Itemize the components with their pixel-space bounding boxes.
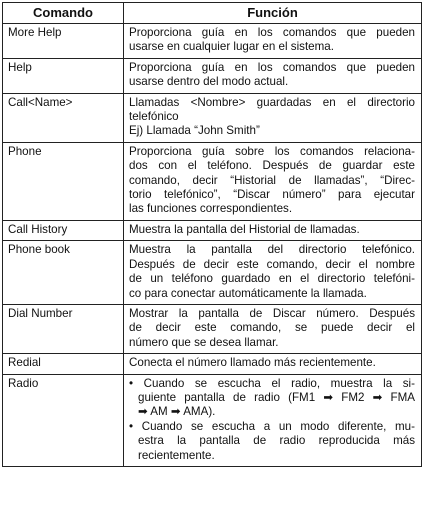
function-line: Mostrar la pantalla de Discar número. Después [129, 306, 415, 320]
function-line: Ej) Llamada “John Smith” [129, 124, 260, 138]
command-cell: Radio [3, 374, 124, 466]
function-line: usarse en cualquier lugar en el sistema. [129, 40, 334, 54]
table-row [3, 93, 422, 142]
function-line: telefónico [129, 110, 179, 124]
function-cell [124, 58, 422, 93]
table-row [3, 220, 422, 240]
table-row [3, 374, 422, 466]
function-line: ➡ AM ➡ AMA). [138, 405, 216, 419]
table-row [3, 24, 422, 59]
command-cell: Help [3, 58, 124, 93]
function-line: comando, decir “Historial de llamadas”, “Direc- [129, 173, 415, 187]
function-line: número que se desea llamar. [129, 335, 279, 349]
function-line: usarse dentro del modo actual. [129, 75, 289, 89]
function-line: Conecta el número llamado más recientemente. [129, 356, 376, 370]
command-cell: More Help [3, 24, 124, 59]
table-header-row [3, 3, 422, 24]
function-line: Proporciona guía en los comandos que pueden [129, 26, 415, 39]
function-line: • Cuando se escucha el radio, muestra la si- [129, 376, 415, 390]
function-line: co para conectar automáticamente la llamada. [129, 286, 367, 300]
table-row [3, 241, 422, 305]
command-cell: Phone book [3, 241, 124, 305]
function-line: las funciones correspondientes. [129, 202, 293, 216]
function-line: de decir este comando, se puede decir el [129, 321, 415, 335]
function-line: estra la pantalla de radio reproducida más [138, 434, 415, 448]
function-cell [124, 241, 422, 305]
bullet-item [129, 420, 415, 463]
command-cell: Call<Name> [3, 93, 124, 142]
function-line: Muestra la pantalla del directorio telefónico. [129, 243, 415, 257]
table-row [3, 354, 422, 374]
function-line: Proporciona guía sobre los comandos relaciona- [129, 144, 415, 158]
function-cell [124, 354, 422, 374]
function-cell [124, 142, 422, 220]
function-line: recientemente. [138, 448, 215, 462]
command-cell: Phone [3, 142, 124, 220]
function-line: dos con el teléfono. Después de guardar este [129, 159, 415, 173]
function-line: • Cuando se escucha a un modo diferente, mu- [129, 419, 415, 433]
table-row [3, 58, 422, 93]
table-row [3, 304, 422, 353]
bullet-item [129, 377, 415, 420]
header-command: Comando [3, 3, 124, 24]
command-cell: Call History [3, 220, 124, 240]
function-line: Después de decir este comando, decir el nombre [129, 257, 415, 271]
function-cell [124, 24, 422, 59]
command-table [2, 2, 422, 467]
table-row [3, 142, 422, 220]
header-function: Función [124, 3, 422, 24]
function-line: Muestra la pantalla del Historial de llamadas. [129, 222, 360, 236]
function-line: de un teléfono guardado en el directorio telefóni- [129, 272, 415, 286]
function-cell [124, 93, 422, 142]
function-line: Llamadas <Nombre> guardadas en el directorio [129, 95, 415, 109]
function-line: torio telefónico”, “Discar número” para ejecutar [129, 188, 415, 202]
command-cell: Redial [3, 354, 124, 374]
function-line: Proporciona guía en los comandos que pueden [129, 60, 415, 74]
command-cell: Dial Number [3, 304, 124, 353]
function-line: guiente pantalla de radio (FM1 ➡ FM2 ➡ FMA [138, 390, 415, 404]
function-cell [124, 374, 422, 466]
function-cell [124, 304, 422, 353]
function-cell [124, 220, 422, 240]
